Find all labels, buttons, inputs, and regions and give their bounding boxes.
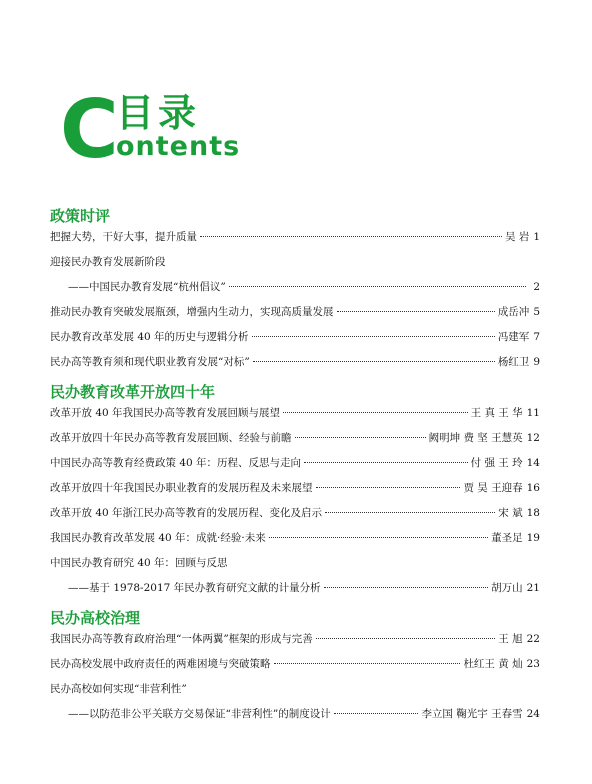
- dot-leader: [304, 462, 468, 463]
- dot-leader: [269, 537, 488, 538]
- entry-page: 16: [526, 482, 540, 494]
- entry-page: 7: [533, 331, 540, 343]
- toc-entry[interactable]: [50, 330, 540, 344]
- dot-leader: [316, 638, 496, 639]
- toc-entry[interactable]: [50, 431, 540, 445]
- entry-title: 迎接民办教育发展新阶段: [50, 256, 166, 268]
- entry-title: 改革开放四十年民办高等教育发展回顾、经验与前瞻: [50, 432, 292, 444]
- entry-page: 9: [533, 356, 540, 368]
- entry-title: 中国民办教育研究 40 年：回顾与反思: [50, 557, 228, 569]
- entry-author: 宋 斌: [498, 507, 523, 519]
- entry-subtitle: ——中国民办教育发展“杭州倡议”: [68, 281, 226, 293]
- entry-page: 11: [526, 407, 540, 419]
- table-of-contents: [50, 200, 540, 732]
- entry-title: 改革开放 40 年浙江民办高等教育的发展历程、变化及启示: [50, 507, 323, 519]
- entry-title: 把握大势，干好大事，提升质量: [50, 231, 197, 243]
- entry-author: 阙明坤 费 坚 王慧英: [428, 432, 523, 444]
- dot-leader: [337, 311, 495, 312]
- toc-entry[interactable]: [50, 456, 540, 470]
- entry-page: 19: [526, 532, 540, 544]
- toc-entry[interactable]: [50, 481, 540, 495]
- dot-leader: [274, 663, 461, 664]
- entry-page: 18: [526, 507, 540, 519]
- section-title: 政策时评: [50, 207, 111, 225]
- dot-leader: [295, 437, 426, 438]
- entry-author: 吴 岩: [504, 231, 530, 243]
- dot-leader: [283, 412, 468, 413]
- entry-title: 民办高校发展中政府责任的两难困境与突破策略: [50, 658, 271, 670]
- logo-title-en: ontents: [116, 131, 241, 162]
- section-title: 民办高校治理: [50, 609, 141, 627]
- entry-title: 民办教育改革发展 40 年的历史与逻辑分析: [50, 331, 249, 343]
- entry-title: 民办高等教育须和现代职业教育发展“对标”: [50, 356, 250, 368]
- entry-title: 我国民办教育改革发展 40 年：成就·经验·未来: [50, 532, 266, 544]
- toc-entry[interactable]: [50, 280, 540, 294]
- toc-entry[interactable]: [50, 707, 540, 721]
- entry-subtitle: ——以防范非公平关联方交易保证“非营利性”的制度设计: [68, 708, 331, 720]
- dot-leader: [229, 286, 527, 287]
- dot-leader: [200, 236, 502, 237]
- toc-entry[interactable]: [50, 305, 540, 319]
- logo-title-cn: 目录: [116, 91, 201, 135]
- entry-title: 中国民办高等教育经费政策 40 年：历程、反思与走向: [50, 457, 302, 469]
- toc-entry[interactable]: [50, 682, 540, 696]
- toc-entry[interactable]: [50, 581, 540, 595]
- toc-entry[interactable]: [50, 506, 540, 520]
- section-title: 民办教育改革开放四十年: [50, 383, 216, 401]
- entry-title: 民办高校如何实现“非营利性”: [50, 683, 187, 695]
- dot-leader: [253, 361, 495, 362]
- toc-entry[interactable]: [50, 406, 540, 420]
- entry-page: 14: [526, 457, 540, 469]
- entry-page: 1: [533, 231, 540, 243]
- toc-entry[interactable]: [50, 531, 540, 545]
- entry-author: 冯建军: [497, 331, 530, 343]
- entry-title: 我国民办高等教育政府治理“一体两翼”框架的形成与完善: [50, 633, 313, 645]
- entry-page: 22: [526, 633, 540, 645]
- entry-author: 付 强 王 玲: [470, 457, 523, 469]
- toc-entry[interactable]: [50, 255, 540, 269]
- entry-page: 12: [526, 432, 540, 444]
- toc-entry[interactable]: [50, 657, 540, 671]
- entry-author: 王 真 王 华: [470, 407, 523, 419]
- entry-page: 21: [526, 582, 540, 594]
- contents-logo: [60, 83, 250, 176]
- entry-author: 王 旭: [498, 633, 523, 645]
- toc-entry[interactable]: [50, 632, 540, 646]
- entry-author: 董圣足: [491, 532, 523, 544]
- entry-title: 推动民办教育突破发展瓶颈，增强内生动力，实现高质量发展: [50, 306, 334, 318]
- entry-author: 贾 昊 王迎春: [463, 482, 523, 494]
- dot-leader: [325, 512, 495, 513]
- toc-entry[interactable]: [50, 556, 540, 570]
- entry-page: 5: [533, 306, 540, 318]
- entry-author: 杨红卫: [497, 356, 530, 368]
- entry-page: 2: [533, 281, 540, 293]
- entry-title: 改革开放 40 年我国民办高等教育发展回顾与展望: [50, 407, 281, 419]
- entry-title: 改革开放四十年我国民办职业教育的发展历程及未来展望: [50, 482, 313, 494]
- entry-page: 23: [526, 658, 540, 670]
- dot-leader: [316, 487, 461, 488]
- entry-author: 李立国 鞠光宇 王春雪: [421, 708, 523, 720]
- dot-leader: [324, 587, 488, 588]
- entry-subtitle: ——基于 1978-2017 年民办教育研究文献的计量分析: [68, 582, 321, 594]
- dot-leader: [252, 336, 495, 337]
- entry-page: 24: [526, 708, 540, 720]
- entry-author: 胡万山: [491, 582, 523, 594]
- logo-letter-c: C: [60, 83, 119, 176]
- entry-author: 杜红王 黄 灿: [463, 658, 523, 670]
- toc-entry[interactable]: [50, 230, 540, 244]
- dot-leader: [334, 713, 419, 714]
- toc-entry[interactable]: [50, 355, 540, 369]
- entry-author: 成岳冲: [497, 306, 530, 318]
